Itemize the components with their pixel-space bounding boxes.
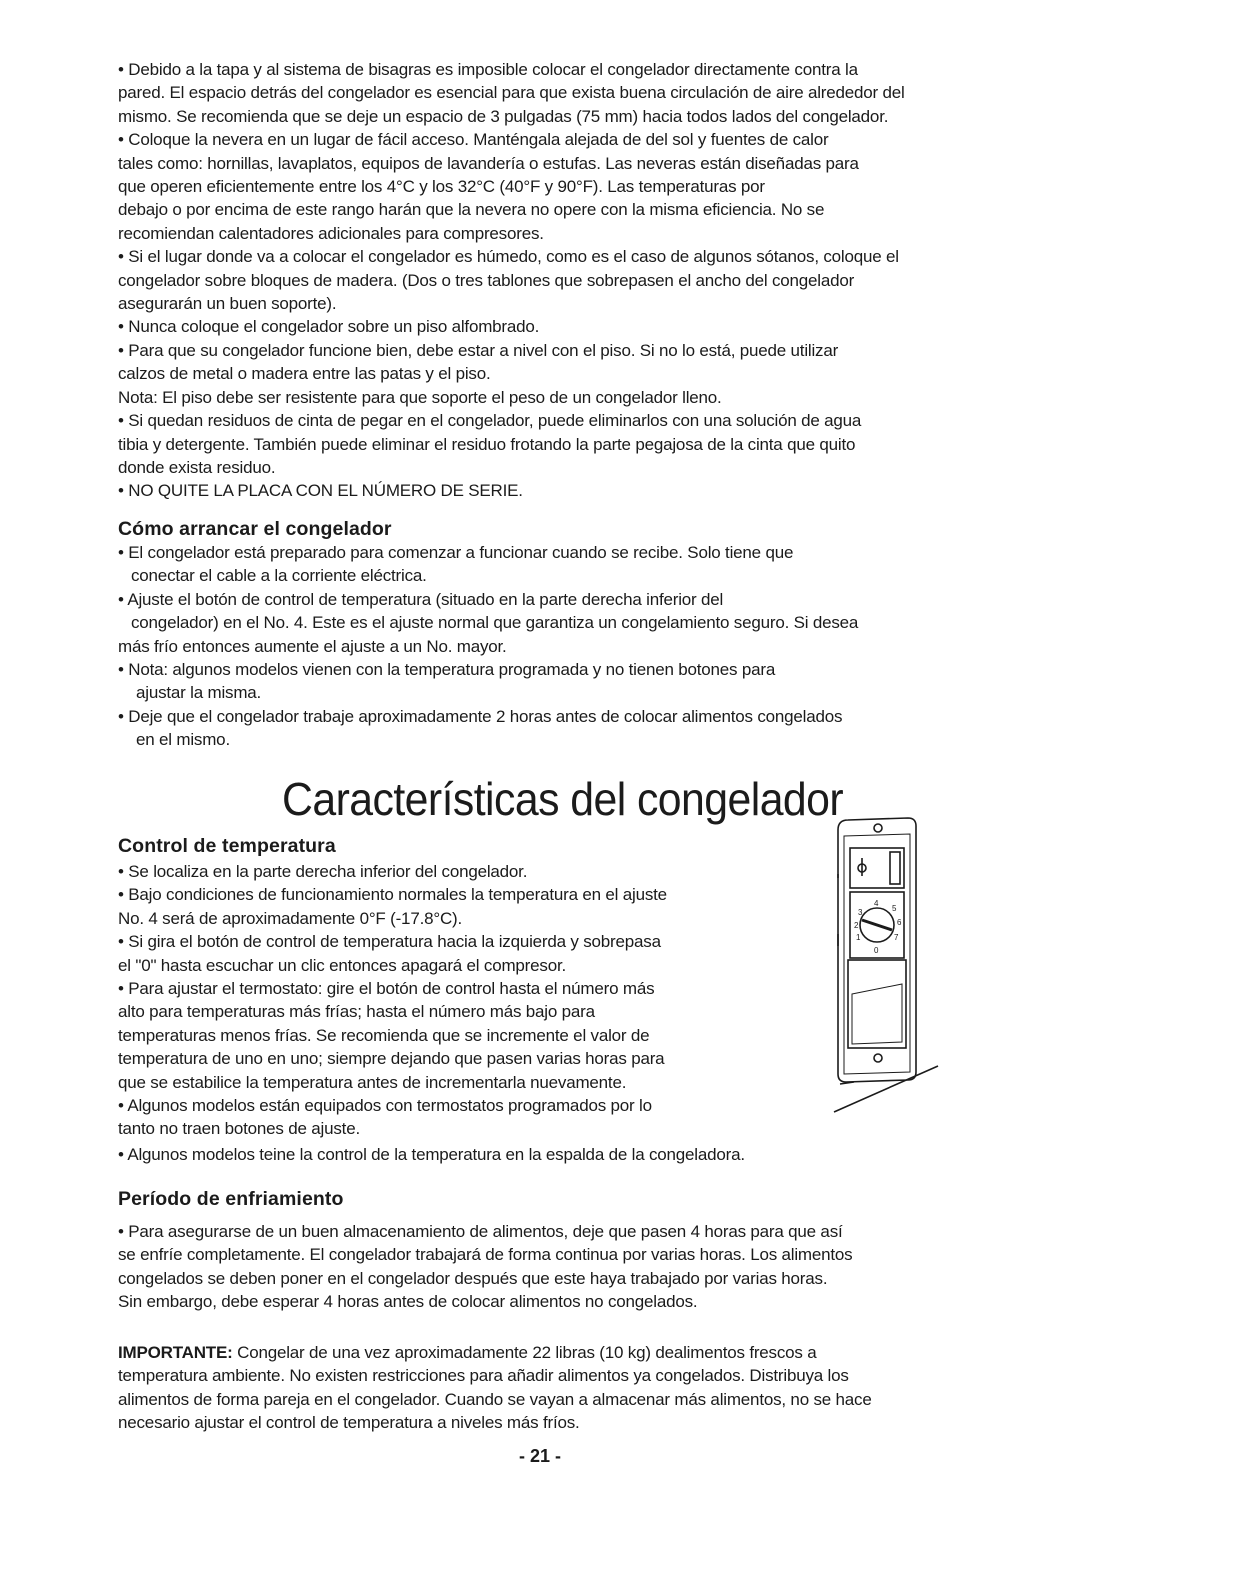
arrancar-line: más frío entonces aumente el ajuste a un No. mayor. [118, 636, 507, 656]
intro-line: que operen eficientemente entre los 4°C y los 32°C (40°F y 90°F). Las temperaturas por [118, 177, 765, 197]
control-line: • Algunos modelos teine la control de la temperatura en la espalda de la congeladora. [118, 1145, 745, 1164]
control-line: • Se localiza en la parte derecha inferior del congelador. [118, 862, 528, 881]
dial-number: 0 [874, 946, 879, 955]
periodo-line: • Para asegurarse de un buen almacenamiento de alimentos, deje que pasen 4 horas para que así [118, 1222, 843, 1241]
arrancar-section [118, 541, 1018, 752]
intro-line: • Si quedan residuos de cinta de pegar en el congelador, puede eliminarlos con una solución de agua [118, 411, 862, 431]
dial-number: 6 [897, 918, 902, 927]
intro-line: • Para que su congelador funcione bien, debe estar a nivel con el piso. Si no lo está, puede utilizar [118, 340, 839, 360]
control-panel-drawing [832, 814, 944, 1114]
control-line: el "0" hasta escuchar un clic entonces apagará el compresor. [118, 955, 566, 975]
control-line: temperaturas menos frías. Se recomienda que se incremente el valor de [118, 1025, 650, 1045]
intro-section [118, 58, 1018, 503]
periodo-section [118, 1220, 1018, 1314]
control-last [118, 1143, 1018, 1166]
section-heading-arrancar: Cómo arrancar el congelador [118, 518, 392, 540]
importante-first-line [118, 1341, 1018, 1364]
intro-line: • Coloque la nevera en un lugar de fácil acceso. Manténgala alejada de del sol y fuentes de calor [118, 130, 829, 150]
intro-line: donde exista residuo. [118, 457, 276, 477]
arrancar-line: congelador) en el No. 4. Este es el ajuste normal que garantiza un congelamiento seguro. Si desea [131, 613, 859, 633]
dial-number: 3 [858, 908, 863, 917]
page-title: Características del congelador [282, 773, 844, 825]
control-line: que se estabilice la temperatura antes de incrementarla nuevamente. [118, 1072, 627, 1092]
arrancar-line: conectar el cable a la corriente eléctrica. [131, 566, 427, 586]
dial-number: 4 [874, 899, 879, 908]
periodo-line: se enfríe completamente. El congelador trabajará de forma continua por varias horas. Los alimentos [118, 1245, 853, 1265]
control-line: • Algunos modelos están equipados con termostatos programados por lo [118, 1096, 652, 1116]
intro-line: • Debido a la tapa y al sistema de bisagras es imposible colocar el congelador directamente contra la [118, 60, 858, 79]
importante-line: alimentos de forma pareja en el congelador. Cuando se vayan a almacenar más alimentos, no se hace [118, 1389, 872, 1409]
section-heading-periodo: Período de enfriamiento [118, 1188, 344, 1210]
control-line: temperatura de uno en uno; siempre dejando que pasen varias horas para [118, 1049, 665, 1069]
intro-line: • Si el lugar donde va a colocar el congelador es húmedo, como es el caso de algunos sótanos, coloque el [118, 247, 899, 267]
page-number: - 21 - [518, 1446, 561, 1466]
intro-line: calzos de metal o madera entre las patas y el piso. [118, 364, 491, 384]
intro-line: tales como: hornillas, lavaplatos, equipos de lavandería o estufas. Las neveras están diseñadas para [118, 153, 859, 173]
intro-line: pared. El espacio detrás del congelador es esencial para que exista buena circulación de aire alrededor del [118, 83, 905, 103]
control-line: • Si gira el botón de control de temperatura hacia la izquierda y sobrepasa [118, 932, 661, 952]
arrancar-line: ajustar la misma. [136, 683, 262, 703]
importante-section [118, 1341, 1018, 1435]
control-line: • Bajo condiciones de funcionamiento normales la temperatura en el ajuste [118, 885, 667, 905]
periodo-line: congelados se deben poner en el congelador después que este haya trabajado por varias horas. [118, 1268, 828, 1288]
dial-number: 5 [892, 904, 897, 913]
importante-line: temperatura ambiente. No existen restricciones para añadir alimentos ya congelados. Distribuya los [118, 1366, 849, 1386]
intro-line: • Nunca coloque el congelador sobre un piso alfombrado. [118, 317, 540, 337]
dial-number: 1 [856, 933, 861, 942]
arrancar-line: • El congelador está preparado para comenzar a funcionar cuando se recibe. Solo tiene que [118, 543, 794, 562]
importante-line: necesario ajustar el control de temperatura a niveles más fríos. [118, 1413, 580, 1433]
control-line: tanto no traen botones de ajuste. [118, 1119, 360, 1139]
arrancar-line: • Ajuste el botón de control de temperatura (situado en la parte derecha inferior del [118, 589, 724, 609]
control-line: No. 4 será de aproximadamente 0°F (-17.8°C). [118, 908, 463, 928]
intro-line: • NO QUITE LA PLACA CON EL NÚMERO DE SERIE. [118, 481, 523, 501]
importante-text: Congelar de una vez aproximadamente 22 libras (10 kg) dealimentos frescos a [232, 1343, 817, 1362]
temperature-control-illustration [832, 814, 944, 1119]
dial-number: 7 [894, 933, 899, 942]
section-heading-control: Control de temperatura [118, 835, 336, 857]
arrancar-line: • Deje que el congelador trabaje aproximadamente 2 horas antes de colocar alimentos congelados [118, 706, 843, 726]
intro-line: recomiendan calentadores adicionales para compresores. [118, 223, 544, 243]
intro-line: tibia y detergente. También puede eliminar el residuo frotando la parte pegajosa de la cinta que quito [118, 434, 856, 454]
control-section [118, 860, 878, 1141]
intro-line: asegurarán un buen soporte). [118, 294, 337, 314]
control-line: alto para temperaturas más frías; hasta el número más bajo para [118, 1002, 595, 1022]
dial-number: 2 [854, 921, 859, 930]
control-line: • Para ajustar el termostato: gire el botón de control hasta el número más [118, 979, 655, 999]
intro-line: congelador sobre bloques de madera. (Dos o tres tablones que sobrepasen el ancho del congelador [118, 270, 855, 290]
intro-line: Nota: El piso debe ser resistente para que soporte el peso de un congelador lleno. [118, 387, 722, 407]
intro-line: debajo o por encima de este rango harán que la nevera no opere con la misma eficiencia. No se [118, 200, 825, 220]
periodo-line: Sin embargo, debe esperar 4 horas antes de colocar alimentos no congelados. [118, 1292, 698, 1312]
intro-line: mismo. Se recomienda que se deje un espacio de 3 pulgadas (75 mm) hacia todos lados del congelador. [118, 106, 889, 126]
importante-label: IMPORTANTE: [118, 1343, 233, 1362]
arrancar-line: en el mismo. [136, 730, 230, 750]
arrancar-line: • Nota: algunos modelos vienen con la temperatura programada y no tienen botones para [118, 660, 776, 680]
